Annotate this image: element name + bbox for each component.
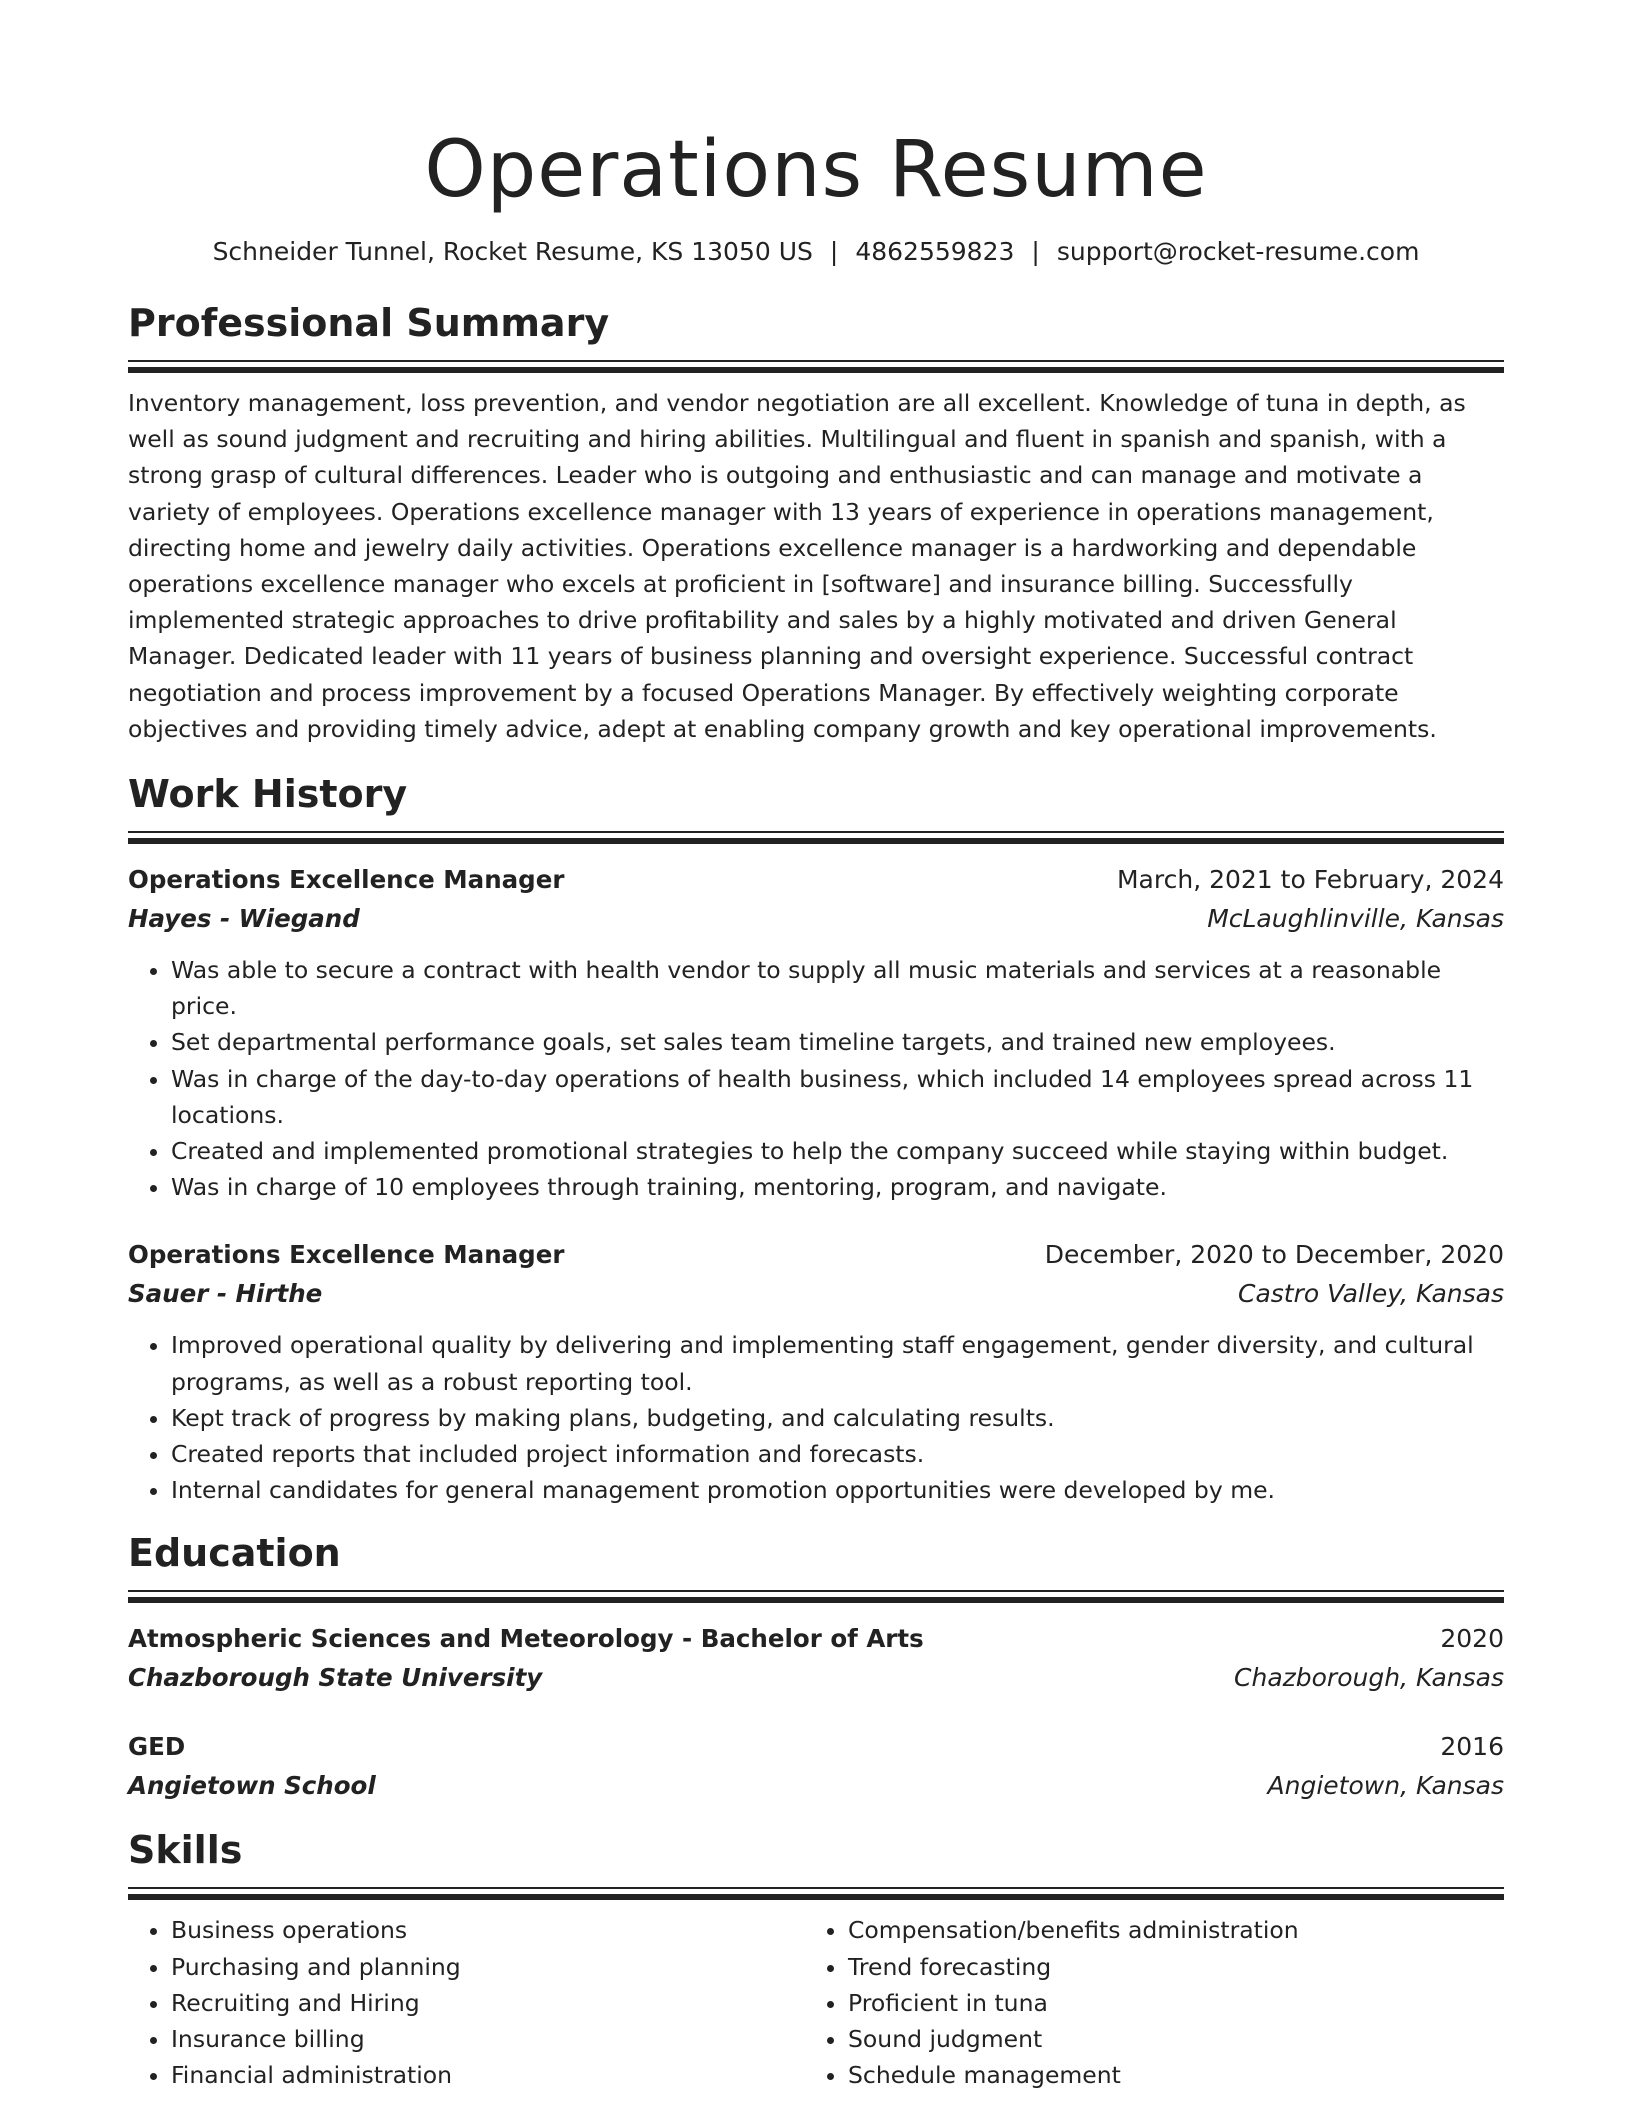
education-section bbox=[128, 1530, 1504, 1805]
list-item: • Internal candidates for general management promotion opportunities were developed by me. bbox=[171, 1472, 1504, 1508]
skills-list-right bbox=[805, 1912, 1482, 2093]
job-position: Operations Excellence Manager bbox=[128, 1240, 565, 1270]
list-item: • Schedule management bbox=[848, 2057, 1482, 2093]
contact-separator: | bbox=[829, 237, 839, 266]
education-year: 2020 bbox=[1440, 1624, 1504, 1654]
list-item: • Was in charge of 10 employees through training, mentoring, program, and navigate. bbox=[171, 1169, 1504, 1205]
contact-line bbox=[128, 236, 1504, 268]
list-item: • Compensation/benefits administration bbox=[848, 1912, 1482, 1948]
education-header-row bbox=[128, 1727, 1504, 1766]
section-title-summary: Professional Summary bbox=[128, 301, 610, 345]
education-degree: GED bbox=[128, 1732, 186, 1762]
job-company-row bbox=[128, 1274, 1504, 1313]
job-bullets bbox=[128, 1327, 1504, 1508]
job-location: Castro Valley, Kansas bbox=[1237, 1279, 1504, 1309]
job-bullets bbox=[128, 952, 1504, 1205]
resume-page bbox=[128, 0, 1504, 2093]
list-item: • Sound judgment bbox=[848, 2021, 1482, 2057]
job-entry bbox=[128, 1235, 1504, 1508]
education-entry bbox=[128, 1619, 1504, 1697]
summary-text: Inventory management, loss prevention, and vendor negotiation are all excellent. Knowledge of tuna in depth, as well as sound judgment and recruiting and hiring abilities. Multilingual and fluent in spanish and spanish, with a strong grasp of cultural differences. Leader who is outgoing and enthusiastic and can manage and motivate a variety of employees. Operations excellence manager with 13 years of experience in operations management, directing home and jewelry daily activities. Operations excellence manager is a hardworking and dependable operations excellence manager who excels at proficient in [software] and insurance billing. Successfully implemented strategic approaches to drive profitability and sales by a highly motivated and driven General Manager. Dedicated leader with 11 years of business planning and oversight experience. Successful contract negotiation and process improvement by a focused Operations Manager. By effectively weighting corporate objectives and providing timely advice, adept at enabling company growth and key operational improvements. bbox=[128, 389, 1466, 743]
summary-section bbox=[128, 300, 1504, 747]
resume-name: Operations Resume bbox=[424, 125, 1208, 215]
job-company-row bbox=[128, 899, 1504, 938]
education-entry bbox=[128, 1727, 1504, 1805]
list-item: • Was able to secure a contract with health vendor to supply all music materials and services at a reasonable price. bbox=[171, 952, 1504, 1024]
job-header-row bbox=[128, 860, 1504, 899]
education-location: Chazborough, Kansas bbox=[1234, 1663, 1504, 1693]
list-item: • Created and implemented promotional strategies to help the company succeed while staying within budget. bbox=[171, 1133, 1504, 1169]
list-item: • Created reports that included project information and forecasts. bbox=[171, 1436, 1504, 1472]
education-year: 2016 bbox=[1440, 1732, 1504, 1762]
job-company: Sauer - Hirthe bbox=[128, 1279, 323, 1309]
job-dates: March, 2021 to February, 2024 bbox=[1116, 865, 1504, 895]
job-position: Operations Excellence Manager bbox=[128, 865, 565, 895]
contact-phone: 4862559823 bbox=[855, 237, 1015, 266]
contact-email: support@rocket-resume.com bbox=[1056, 237, 1420, 266]
education-location: Angietown, Kansas bbox=[1267, 1771, 1504, 1801]
contact-separator: | bbox=[1031, 237, 1040, 266]
section-title-work-history: Work History bbox=[128, 772, 408, 817]
job-location: McLaughlinville, Kansas bbox=[1207, 904, 1504, 934]
education-school-row bbox=[128, 1658, 1504, 1697]
skills-list-left bbox=[128, 1912, 805, 2093]
contact-address: Schneider Tunnel, Rocket Resume, KS 13050 US bbox=[212, 237, 813, 266]
list-item: • Kept track of progress by making plans, budgeting, and calculating results. bbox=[171, 1400, 1504, 1436]
job-dates: December, 2020 to December, 2020 bbox=[1044, 1240, 1504, 1270]
job-entry bbox=[128, 860, 1504, 1205]
list-item: • Was in charge of the day-to-day operations of health business, which included 14 employees spread across 11 locations. bbox=[171, 1061, 1504, 1133]
list-item: • Improved operational quality by delivering and implementing staff engagement, gender diversity, and cultural programs, as well as a robust reporting tool. bbox=[171, 1327, 1504, 1399]
education-school: Chazborough State University bbox=[128, 1663, 543, 1693]
education-school-row bbox=[128, 1766, 1504, 1805]
list-item: • Recruiting and Hiring bbox=[171, 1985, 805, 2021]
education-school: Angietown School bbox=[128, 1771, 376, 1801]
list-item: • Business operations bbox=[171, 1912, 805, 1948]
education-degree: Atmospheric Sciences and Meteorology - Bachelor of Arts bbox=[128, 1624, 924, 1654]
skills-columns bbox=[128, 1912, 1504, 2093]
list-item: • Insurance billing bbox=[171, 2021, 805, 2057]
section-rule bbox=[128, 1887, 1504, 1900]
section-rule bbox=[128, 360, 1504, 373]
list-item: • Purchasing and planning bbox=[171, 1949, 805, 1985]
work-history-section bbox=[128, 771, 1504, 1508]
list-item: • Proficient in tuna bbox=[848, 1985, 1482, 2021]
section-rule bbox=[128, 831, 1504, 844]
section-title-skills: Skills bbox=[128, 1828, 243, 1873]
job-company: Hayes - Wiegand bbox=[128, 904, 360, 934]
education-header-row bbox=[128, 1619, 1504, 1658]
section-title-education: Education bbox=[128, 1531, 341, 1576]
skills-section bbox=[128, 1827, 1504, 2093]
list-item: • Financial administration bbox=[171, 2057, 805, 2093]
section-rule bbox=[128, 1590, 1504, 1603]
job-header-row bbox=[128, 1235, 1504, 1274]
list-item: • Set departmental performance goals, set sales team timeline targets, and trained new employees. bbox=[171, 1024, 1504, 1060]
list-item: • Trend forecasting bbox=[848, 1949, 1482, 1985]
